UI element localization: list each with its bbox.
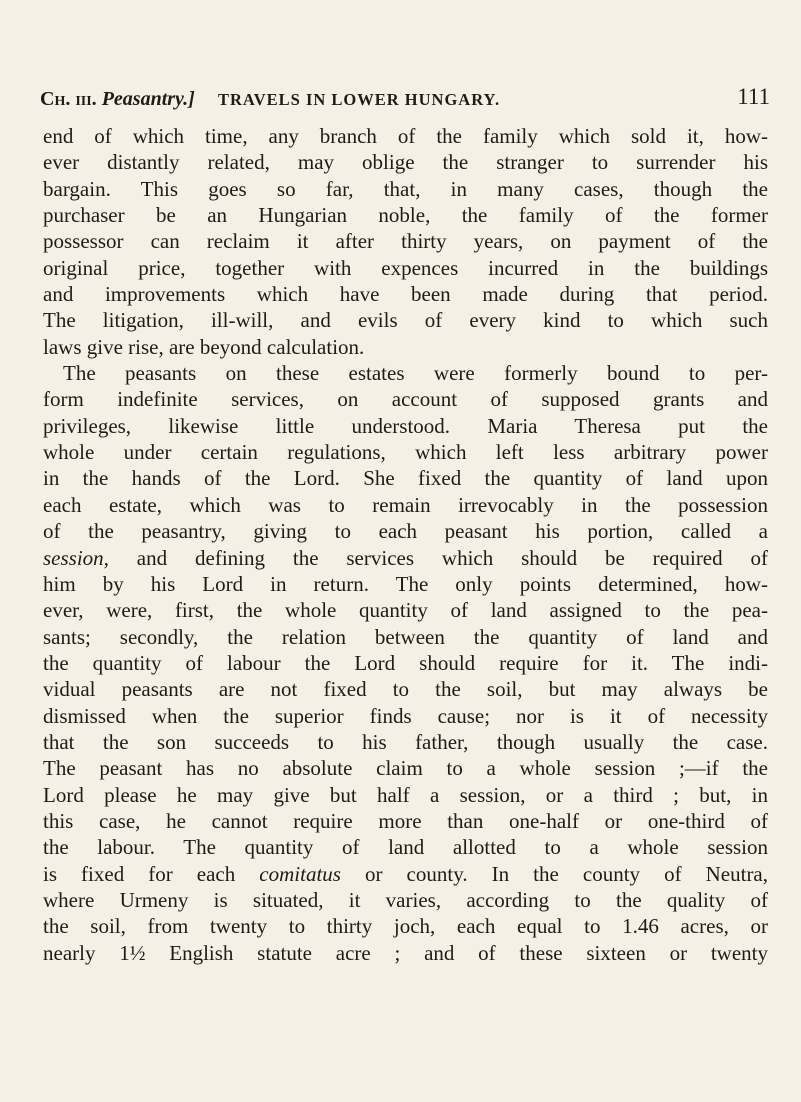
text-line: ever, were, first, the whole quantity of land assigned to the pea- xyxy=(43,598,768,623)
text-line: The peasant has no absolute claim to a whole session ;—if the xyxy=(43,756,768,781)
chapter-topic: Peasantry.] xyxy=(101,88,195,110)
text-line: dismissed when the superior finds cause; nor is it of necessity xyxy=(43,703,768,728)
text-line: form indefinite services, on account of supposed grants and xyxy=(43,387,768,412)
text-line: possessor can reclaim it after thirty years, on payment of the xyxy=(43,229,768,254)
text-line: the soil, from twenty to thirty joch, each equal to 1.46 acres, or xyxy=(43,914,768,939)
text-line: The litigation, ill-will, and evils of every kind to which such xyxy=(43,308,768,333)
text-line: each estate, which was to remain irrevocably in the possession xyxy=(43,492,768,517)
text-line: him by his Lord in return. The only points determined, how- xyxy=(43,571,768,596)
text-line xyxy=(43,861,768,887)
text-line: in the hands of the Lord. She fixed the quantity of land upon xyxy=(43,466,768,491)
book-title: TRAVELS IN LOWER HUNGARY. xyxy=(218,90,501,109)
text-line: the quantity of labour the Lord should require for it. The indi- xyxy=(43,650,768,675)
text-line: purchaser be an Hungarian noble, the family of the former xyxy=(43,203,768,228)
running-head xyxy=(40,82,770,112)
text-line: the labour. The quantity of land allotted to a whole session xyxy=(43,835,768,860)
text-line: end of which time, any branch of the family which sold it, how- xyxy=(43,124,768,148)
italic-term: session, xyxy=(43,545,109,570)
italic-term: comitatus xyxy=(259,861,341,886)
text-run: or county. In the county of Neutra, xyxy=(340,861,769,886)
text-line: laws give rise, are beyond calculation. xyxy=(43,334,365,359)
text-line: vidual peasants are not fixed to the soil, but may always be xyxy=(43,677,768,702)
text-line: ever distantly related, may oblige the stranger to surrender his xyxy=(43,150,768,175)
text-line: this case, he cannot require more than one-half or one-third of xyxy=(43,808,768,833)
text-line: and improvements which have been made during that period. xyxy=(43,282,768,307)
text-line: nearly 1½ English statute acre ; and of these sixteen or twenty xyxy=(43,940,768,965)
text-line: that the son succeeds to his father, though usually the case. xyxy=(43,729,768,754)
body-text xyxy=(43,123,768,966)
text-line: where Urmeny is situated, it varies, according to the quality of xyxy=(43,887,768,912)
text-line: of the peasantry, giving to each peasant his portion, called a xyxy=(43,519,768,544)
text-line: original price, together with expences incurred in the buildings xyxy=(43,255,768,280)
text-line: The peasants on these estates were formerly bound to per- xyxy=(63,361,768,386)
text-line: privileges, likewise little understood. Maria Theresa put the xyxy=(43,413,768,438)
text-line: Lord please he may give but half a session, or a third ; but, in xyxy=(43,782,768,807)
text-run: and defining the services which should be required of xyxy=(108,545,768,570)
text-line: whole under certain regulations, which left less arbitrary power xyxy=(43,440,768,465)
text-line: sants; secondly, the relation between the quantity of land and xyxy=(43,624,768,649)
page-number: 111 xyxy=(737,84,770,109)
text-line: bargain. This goes so far, that, in many cases, though the xyxy=(43,176,768,201)
chapter-label: Ch. iii. xyxy=(40,88,97,110)
text-run: is fixed for each xyxy=(43,861,260,886)
text-line xyxy=(43,545,768,571)
running-head-chapter xyxy=(40,88,195,111)
